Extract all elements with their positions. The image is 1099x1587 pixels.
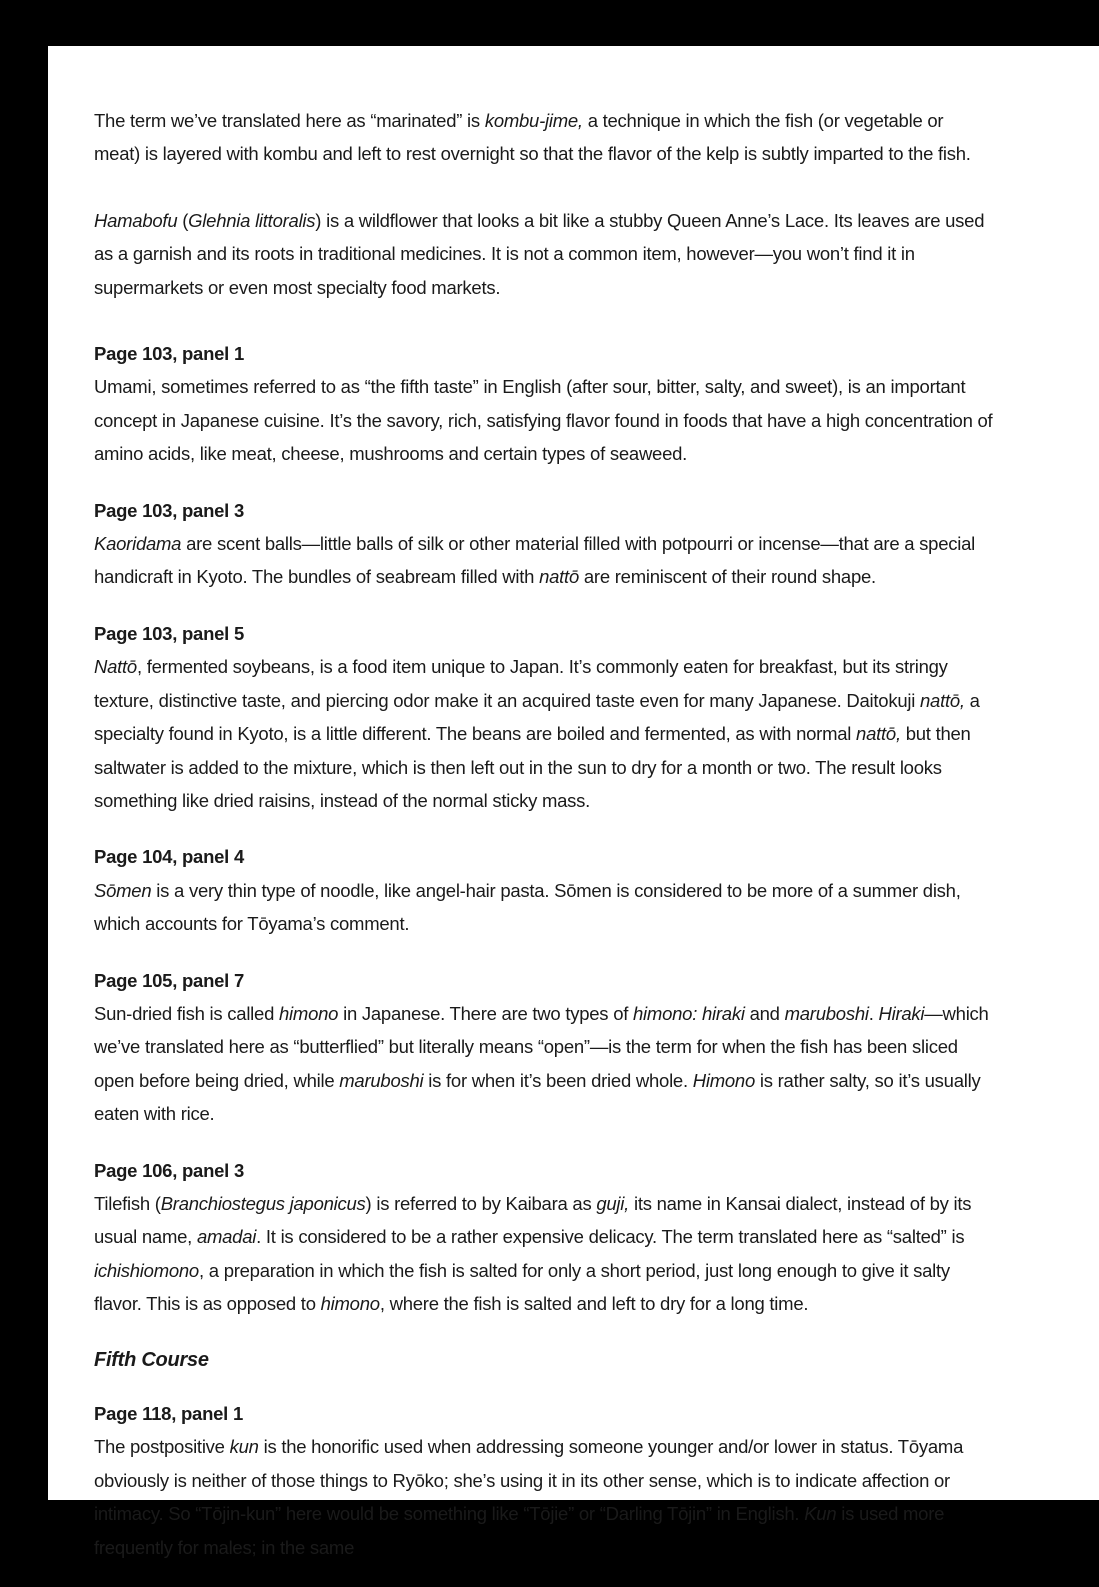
- text-segment: and: [744, 1002, 785, 1024]
- text-segment: is a very thin type of noodle, like angel-hair pasta. Sōmen is considered to be more of a summer dish, which accounts for Tōyama’s comment.: [94, 879, 961, 935]
- italic-term: himono: [320, 1293, 380, 1315]
- note-body: [94, 997, 994, 1131]
- note-heading: Page 118, panel 1: [94, 1403, 243, 1424]
- text-segment: in Japanese. There are two types of: [338, 1002, 634, 1024]
- note-body: [94, 370, 994, 470]
- italic-term: nattō,: [920, 689, 965, 711]
- note-body: [94, 527, 994, 594]
- text-segment: a specialty found in Kyoto, is a little different. The beans are boiled and fermented, as with normal: [94, 689, 980, 745]
- italic-term: Glehnia littoralis: [188, 209, 316, 231]
- italic-term: Kaoridama: [94, 533, 182, 555]
- note-body: [94, 874, 994, 941]
- note-page-103-panel-3: [94, 494, 994, 594]
- text-segment: is the honorific used when addressing someone younger and/or lower in status. Tōyama obviously is neither of those things to Ryōko; she’s using it in its other sense, which is to indicate affection or intimacy. So “Tōjin-kun” here would be something like “Tōjie” or “Darling Tōjin” in English.: [94, 1436, 964, 1525]
- note-heading: Page 103, panel 1: [94, 343, 245, 365]
- text-segment: The term we’ve translated here as “marinated” is: [94, 110, 485, 131]
- page-content: [94, 104, 994, 1587]
- text-segment: is used more frequently for males; in the same: [94, 1503, 945, 1558]
- note-heading: Page 103, panel 3: [94, 499, 245, 521]
- text-segment: .: [868, 1002, 879, 1024]
- intro-section: [94, 104, 994, 304]
- note-body: [94, 650, 994, 817]
- text-segment: , a preparation in which the fish is salted for only a short period, just long enough to give it salty flavor. This is as opposed to: [94, 1259, 950, 1315]
- note-page-106-panel-3: [94, 1154, 994, 1321]
- text-segment: The postpositive: [94, 1436, 230, 1458]
- italic-term: maruboshi: [339, 1069, 424, 1091]
- text-segment: is for when it’s been dried whole.: [423, 1069, 693, 1091]
- intro-paragraph-hamabofu: [94, 204, 994, 304]
- text-segment: —which we’ve translated here as “butterflied” but literally means “open”—is the term for when the fish has been sliced open before being dried, while: [94, 1002, 989, 1091]
- italic-term: ichishiomono: [94, 1259, 199, 1281]
- text-segment: ) is a wildflower that looks a bit like a stubby Queen Anne’s Lace. Its leaves are used as a garnish and its roots in traditional medicines. It is not a common item, however—you won’t find it in supermarkets or even most specialty food markets.: [94, 209, 985, 298]
- italic-term: nattō,: [856, 723, 901, 745]
- italic-term: amadai: [196, 1226, 257, 1248]
- text-segment: Tilefish (: [94, 1192, 161, 1214]
- italic-term: Nattō: [94, 656, 137, 678]
- italic-term: Hamabofu: [94, 209, 178, 231]
- italic-term: Hiraki: [878, 1002, 925, 1024]
- note-heading: Page 103, panel 5: [94, 622, 245, 644]
- italic-term: Sōmen: [94, 879, 152, 901]
- note-body: [94, 1187, 994, 1321]
- text-segment: , fermented soybeans, is a food item unique to Japan. It’s commonly eaten for breakfast, but its stringy texture, distinctive taste, and piercing odor make it an acquired taste even for many Japanese. Daitokuji: [94, 656, 948, 711]
- note-heading: Page 104, panel 4: [94, 846, 245, 868]
- italic-term: himono: hiraki: [633, 1002, 745, 1024]
- italic-term: Kun: [804, 1503, 837, 1525]
- italic-term: guji,: [596, 1192, 630, 1214]
- text-segment: (: [177, 209, 189, 231]
- text-segment: its name in Kansai dialect, instead of by its usual name,: [94, 1192, 972, 1248]
- text-segment: are reminiscent of their round shape.: [579, 566, 876, 588]
- text-segment: ) is referred to by Kaibara as: [365, 1192, 597, 1214]
- italic-term: himono: [279, 1002, 339, 1024]
- text-segment: are scent balls—little balls of silk or other material filled with potpourri or incense—that are a special handicraft in Kyoto. The bundles of seabream filled with: [94, 533, 976, 588]
- note-page-118-panel-1: [94, 1397, 994, 1564]
- note-heading: Page 106, panel 3: [94, 1159, 245, 1181]
- note-page-103-panel-1: [94, 337, 994, 471]
- italic-term: nattō: [539, 566, 579, 588]
- text-segment: Sun-dried fish is called: [94, 1002, 280, 1024]
- note-page-103-panel-5: [94, 617, 994, 817]
- text-segment: , where the fish is salted and left to dry for a long time.: [379, 1293, 809, 1315]
- italic-term: maruboshi: [784, 1002, 869, 1024]
- note-heading: Page 105, panel 7: [94, 969, 245, 991]
- text-segment: but then saltwater is added to the mixture, which is then left out in the sun to dry for a month or two. The result looks something like dried raisins, instead of the normal sticky mass.: [94, 723, 971, 811]
- note-page-105-panel-7: [94, 964, 994, 1131]
- note-body: [94, 1430, 994, 1564]
- italic-term: Himono: [692, 1069, 755, 1091]
- intro-paragraph-kombu-jime: [94, 104, 994, 171]
- italic-term: kun: [229, 1436, 259, 1458]
- italic-term: kombu-jime,: [484, 110, 583, 131]
- document-page: [48, 46, 1099, 1558]
- text-segment: Umami, sometimes referred to as “the fifth taste” in English (after sour, bitter, salty, and sweet), is an important concept in Japanese cuisine. It’s the savory, rich, satisfying flavor found in foods that have a high concentration of amino acids, like meat, cheese, mushrooms and certain types of seaweed.: [94, 376, 993, 465]
- text-segment: a technique in which the fish (or vegetable or meat) is layered with kombu and left to rest overnight so that the flavor of the kelp is subtly imparted to the fish.: [94, 110, 971, 165]
- note-page-104-panel-4: [94, 840, 994, 940]
- text-segment: . It is considered to be a rather expensive delicacy. The term translated here as “salted” is: [256, 1226, 965, 1248]
- section-title: Fifth Course: [94, 1348, 209, 1371]
- italic-term: Branchiostegus japonicus: [160, 1192, 366, 1214]
- text-segment: is rather salty, so it’s usually eaten with rice.: [94, 1069, 981, 1125]
